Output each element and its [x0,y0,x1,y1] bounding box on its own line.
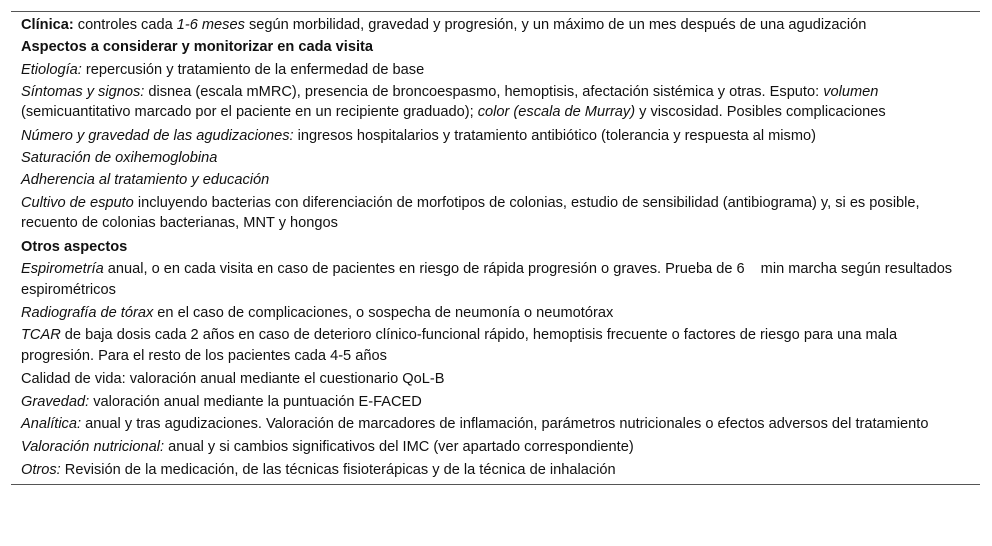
row-etiologia [11,59,980,81]
row-espirometria [11,258,980,302]
row-text: min marcha según resultados espirométricos [21,261,953,298]
row-label: Etiología: [21,61,82,78]
row-text: de baja dosis cada 2 años en caso de deterioro clínico-funcional rápido, hemoptisis frecuente o factores de riesgo para una mala progresión. Para el resto de los pacientes cada 4-5 años [21,327,898,364]
row-text: anual y si cambios significativos del IMC (ver apartado correspondiente) [164,439,634,456]
row-tcar [11,324,980,368]
row-label: TCAR [21,327,61,344]
row-analitica [11,413,980,437]
row-text: (semicuantitativo marcado por el paciente en un recipiente graduado); [21,104,478,121]
row-text: según morbilidad, gravedad y progresión, y un máximo de un mes después de una agudización [244,17,867,33]
row-cultivo [11,192,980,236]
row-emphasis: volumen [823,83,879,100]
row-adherencia: Adherencia al tratamiento y educación [21,172,270,189]
row-text: anual y tras agudizaciones. Valoración de marcadores de inflamación, parámetros nutricionales o efectos adversos del tratamiento [81,415,929,432]
row-text: Revisión de la medicación, de las técnicas fisioterápicas y de la técnica de inhalación [60,461,616,478]
row-emphasis: color (escala de Murray) [477,104,636,121]
row-text: controles cada [73,17,177,33]
section-heading-visita: Aspectos a considerar y monitorizar en cada visita [21,39,374,56]
row-text: y viscosidad. Posibles complicaciones [635,104,886,121]
row-label: Analítica: [21,415,82,432]
row-label: Cultivo de esputo [21,194,134,211]
row-agudizaciones [11,125,980,147]
row-nutricional [11,436,980,458]
row-saturacion: Saturación de oxihemoglobina [21,150,218,167]
row-text: anual, o en cada visita en caso de pacientes en riesgo de rápida progresión o graves. Prueba de 6 [103,261,745,278]
row-text: incluyendo bacterias con diferenciación de morfotipos de colonias, estudio de sensibilidad (antibiograma) y, si es posible, recuento de colonias bacterianas, MNT y hongos [21,194,920,232]
row-label: Espirometría [21,261,104,278]
row-label: Gravedad: [21,393,90,410]
row-label: Otros: [21,461,61,478]
row-gravedad [11,391,980,413]
row-label: Valoración nutricional: [21,439,165,456]
row-calidad-vida: Calidad de vida: valoración anual mediante el cuestionario QoL-B [21,371,445,388]
row-emphasis: 1-6 meses [176,17,245,33]
row-clinica [11,14,980,36]
row-otros [11,459,980,481]
row-radiografia [11,302,980,324]
row-text: en el caso de complicaciones, o sospecha de neumonía o neumotórax [153,305,614,322]
row-label: Radiografía de tórax [21,305,154,322]
row-text: valoración anual mediante la puntuación E-FACED [89,393,422,410]
row-text: ingresos hospitalarios y tratamiento antibiótico (tolerancia y respuesta al mismo) [293,127,816,144]
row-text: disnea (escala mMRC), presencia de broncoespasmo, hemoptisis, afectación sistémica y otras. Esputo: [144,83,824,100]
row-label: Síntomas y signos: [21,83,145,100]
row-sintomas [11,81,980,125]
row-label: Número y gravedad de las agudizaciones: [21,127,294,144]
section-heading-otros: Otros aspectos [21,238,128,255]
row-label: Clínica: [21,17,74,33]
monitoring-table [11,11,980,485]
row-text: repercusión y tratamiento de la enfermedad de base [81,61,425,78]
